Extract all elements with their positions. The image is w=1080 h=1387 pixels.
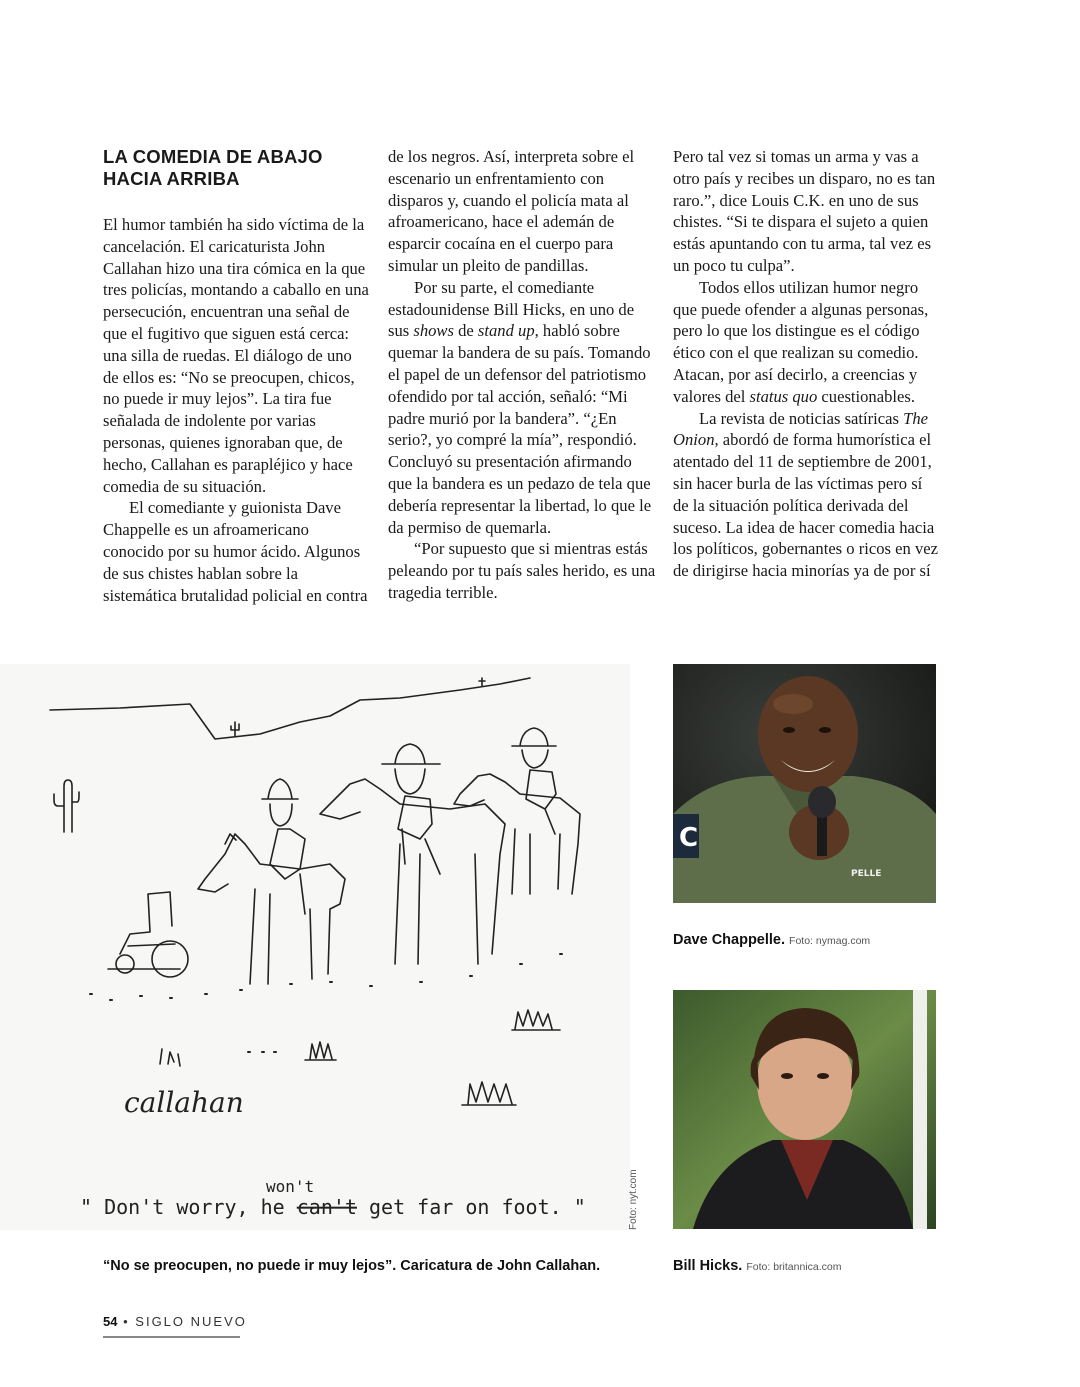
paragraph <box>388 277 656 539</box>
paragraph: de los negros. Así, interpreta sobre el escenario un enfrentamiento con disparos y, cuando el policía mata al afroamericano, hace el ademán de esparcir cocaína en el cuerpo para simular un pleito de pandillas. <box>388 147 635 275</box>
folio-rule <box>103 1336 240 1338</box>
article-column-1 <box>103 146 371 606</box>
photo-image <box>673 990 936 1229</box>
text-run: Por su parte, el comediante estadounidense Bill Hicks, en uno de sus <box>388 277 635 341</box>
callahan-cartoon <box>0 664 630 1230</box>
article-column-2 <box>388 146 656 604</box>
text-run: La revista de noticias satíricas <box>699 408 904 428</box>
shirt-print: PELLE <box>851 869 882 879</box>
paragraph: El humor también ha sido víctima de la cancelación. El caricaturista John Callahan hizo una tira cómica en la que tres policías, montando a caballo en una persecución, encuentran una señal de que el fugitivo que siguen está cerca: una silla de ruedas. El diálogo de uno de ellos es: “No se preocupen, chicos, no puede ir muy lejos”. La tira fue señalada de indolente por varias personas, quienes ignoraban que, de hecho, Callahan es parapléjico y hace comedia de su situación. <box>103 215 369 496</box>
photo1-caption <box>673 932 870 948</box>
text-run: , abordó de forma humorística el atentado del 11 de septiembre de 2001, sin hacer burla de las víctimas pero sí de la situación política derivada del suceso. La idea de hacer comedia hacia los políticos, gobernantes o ricos en vez de dirigirse hacia minorías ya de por sí <box>673 430 938 581</box>
text-run: Todos ellos utilizan humor negro que puede ofender a algunas personas, pero lo que los distingue es el código ético con el que realizan su comedio. Atacan, por así decirlo, a creencias y valores del <box>673 277 929 406</box>
caption-source: Foto: britannica.com <box>746 1261 842 1273</box>
sleeve-badge-letter: C <box>679 823 699 853</box>
italic-run: The Onion <box>673 408 929 450</box>
caption-part: " Don't worry, he <box>80 1195 297 1219</box>
caption-name: Bill Hicks. <box>673 1258 743 1274</box>
paragraph: “Por supuesto que si mientras estás peleando por tu país sales herido, es una tragedia terrible. <box>388 539 656 602</box>
section-heading <box>103 146 371 190</box>
article-column-3 <box>673 146 941 582</box>
cartoon-caption-text <box>80 1195 586 1219</box>
page-folio <box>103 1314 247 1329</box>
cartoon-signature: callahan <box>124 1086 244 1119</box>
caption-struck-word: can't <box>296 1195 357 1219</box>
italic-run: status quo <box>749 386 818 406</box>
paragraph <box>673 277 941 408</box>
text-run: de <box>453 321 478 341</box>
paragraph: El comediante y guionista Dave Chappelle es un afroamericano conocido por su humor ácido. Algunos de sus chistes hablan sobre la sistemática brutalidad policial en contra <box>103 498 368 605</box>
italic-run: shows <box>413 321 454 341</box>
cartoon-credit: Foto: nyt.com <box>628 1169 639 1230</box>
caption-part: get far on foot. " <box>356 1195 586 1219</box>
magazine-name: SIGLO NUEVO <box>135 1314 247 1329</box>
cartoon-caption-insert: won't <box>266 1177 315 1196</box>
photo-image <box>673 664 936 903</box>
caption-source: Foto: nymag.com <box>789 935 871 947</box>
cartoon-caption: “No se preocupen, no puede ir muy lejos”. Caricatura de John Callahan. <box>103 1258 601 1274</box>
photo2-caption <box>673 1258 841 1274</box>
cartoon-drawing <box>0 664 630 1230</box>
folio-separator: • <box>123 1314 130 1329</box>
italic-run: stand up <box>477 321 535 341</box>
paragraph: Pero tal vez si tomas un arma y vas a otro país y recibes un disparo, no es tan raro.”, dice Louis C.K. en uno de sus chistes. “Si te dispara el sujeto a quien estás apuntando con tu arma, tal vez es un poco tu culpa”. <box>673 147 936 275</box>
caption-name: Dave Chappelle. <box>673 932 786 948</box>
heading-line-1: LA COMEDIA DE ABAJO <box>103 146 323 167</box>
photo-bill-hicks <box>673 990 936 1229</box>
text-run: cuestionables. <box>817 386 915 406</box>
photo-dave-chappelle <box>673 664 936 903</box>
paragraph <box>673 408 941 582</box>
heading-line-2: HACIA ARRIBA <box>103 168 240 189</box>
text-run: , habló sobre quemar la bandera de su país. Tomando el papel de un defensor del patriotismo ofendido por tal acción, señaló: “Mi padre murió por la bandera”. “¿En serio?, yo compré la mía”, respondió. Concluyó su presentación afirmando que la bandera es un pedazo de tela que debería representar la libertad, lo que le da permiso de quemarla. <box>388 321 652 537</box>
page-number: 54 <box>103 1314 118 1329</box>
